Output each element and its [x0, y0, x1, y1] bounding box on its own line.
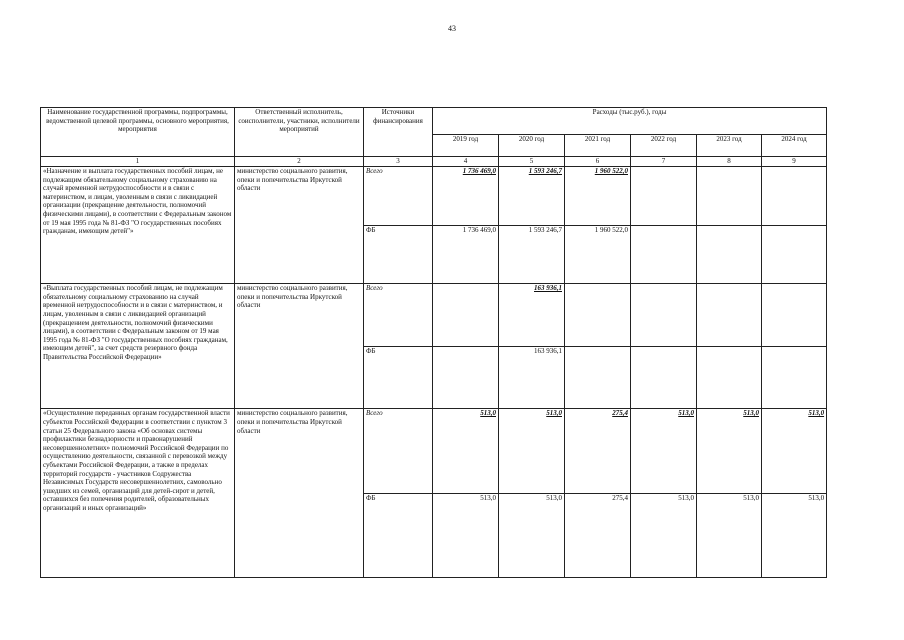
total-value: [697, 284, 762, 347]
header-expenses: Расходы (тыс.руб.), годы: [433, 108, 827, 135]
column-number: 6: [565, 157, 631, 167]
fb-value: 1 593 246,7: [499, 225, 565, 284]
measure-name: «Осуществление переданных органам государственной власти субъектов Российской Федерации в соответствии с пунктом 3 статьи 25 Федерального закона «Об основах системы профилактики безнадзорности и правонарушений несовершеннолетних» полномочий Российской Федерации по осуществлению деятельности, связанной с перевозкой между субъектами Российской Федерации, а также в пределах территорий государств - участников Содружества Независимых Государств несовершеннолетних, самовольно ушедших из семей, организаций для детей-сирот и детей, оставшихся без попечения родителей, образовательных организаций и иных организаций»: [41, 409, 235, 578]
table-row: [41, 284, 827, 347]
total-value: [433, 284, 499, 347]
measure-executor: министерство социального развития, опеки и попечительства Иркутской области: [235, 167, 364, 284]
fb-value: [565, 346, 631, 409]
page-number: 43: [448, 24, 456, 33]
total-value: [631, 284, 697, 347]
column-number: 8: [697, 157, 762, 167]
header-year: 2024 год: [762, 135, 827, 157]
header-year: 2023 год: [697, 135, 762, 157]
total-value: [697, 167, 762, 226]
measure-name: «Выплата государственных пособий лицам, не подлежащим обязательному социальному страхованию на случай временной нетрудоспособности и в связи с материнством, и лицам, уволенным в связи с ликвидацией организаций (прекращением деятельности, полномочий физическими лицами), в соответствии с Федеральным законом от 19 мая 1995 года № 81-ФЗ "О государственных пособиях гражданам, имеющим детей", за счет средств резервного фонда Правительства Российской Федерации»: [41, 284, 235, 409]
fb-value: 513,0: [697, 494, 762, 578]
header-name: Наименование государственной программы, подпрограммы, ведомственной целевой программы, основного мероприятия, мероприятия: [41, 108, 235, 157]
fb-value: 513,0: [433, 494, 499, 578]
total-value: 513,0: [433, 409, 499, 494]
column-number: 1: [41, 157, 235, 167]
fb-value: 1 736 469,0: [433, 225, 499, 284]
total-value: 513,0: [499, 409, 565, 494]
budget-table: [40, 107, 827, 578]
total-value: 1 736 469,0: [433, 167, 499, 226]
table-row: [41, 409, 827, 494]
fb-value: [697, 225, 762, 284]
total-value: 513,0: [697, 409, 762, 494]
total-value: [565, 284, 631, 347]
measure-executor: министерство социального развития, опеки и попечительства Иркутской области: [235, 284, 364, 409]
fb-value: [697, 346, 762, 409]
fb-value: 163 936,1: [499, 346, 565, 409]
fb-value: 513,0: [762, 494, 827, 578]
total-value: 163 936,1: [499, 284, 565, 347]
fb-value: [433, 346, 499, 409]
total-value: 513,0: [631, 409, 697, 494]
column-number: 5: [499, 157, 565, 167]
fb-value: 275,4: [565, 494, 631, 578]
total-value: 1 960 522,0: [565, 167, 631, 226]
source-fb-label: ФБ: [364, 346, 433, 409]
header-sources: Источники финансирования: [364, 108, 433, 157]
fb-value: [762, 225, 827, 284]
column-number: 2: [235, 157, 364, 167]
fb-value: 513,0: [499, 494, 565, 578]
source-fb-label: ФБ: [364, 225, 433, 284]
column-number: 7: [631, 157, 697, 167]
source-total-label: Всего: [364, 167, 433, 226]
table-row: [41, 167, 827, 226]
source-total-label: Всего: [364, 284, 433, 347]
column-number: 3: [364, 157, 433, 167]
total-value: [762, 167, 827, 226]
fb-value: [631, 346, 697, 409]
header-executor: Ответственный исполнитель, соисполнители, участники, исполнители мероприятий: [235, 108, 364, 157]
column-number: 4: [433, 157, 499, 167]
source-fb-label: ФБ: [364, 494, 433, 578]
column-number: 9: [762, 157, 827, 167]
header-year: 2021 год: [565, 135, 631, 157]
header-year: 2020 год: [499, 135, 565, 157]
total-value: [631, 167, 697, 226]
header-year: 2022 год: [631, 135, 697, 157]
measure-executor: министерство социального развития, опеки и попечительства Иркутской области: [235, 409, 364, 578]
total-value: [762, 284, 827, 347]
total-value: 1 593 246,7: [499, 167, 565, 226]
source-total-label: Всего: [364, 409, 433, 494]
total-value: 275,4: [565, 409, 631, 494]
measure-name: «Назначение и выплата государственных пособий лицам, не подлежащим обязательному социальному страхованию на случай временной нетрудоспособности и в связи с материнством, и лицам, уволенным в связи с ликвидацией организации (прекращение деятельности, полномочий физическими лицами), в соответствии с Федеральным законом от 19 мая 1995 года № 81-ФЗ "О государственных пособиях гражданам, имеющим детей"»: [41, 167, 235, 284]
fb-value: [762, 346, 827, 409]
fb-value: 1 960 522,0: [565, 225, 631, 284]
fb-value: 513,0: [631, 494, 697, 578]
total-value: 513,0: [762, 409, 827, 494]
header-year: 2019 год: [433, 135, 499, 157]
fb-value: [631, 225, 697, 284]
